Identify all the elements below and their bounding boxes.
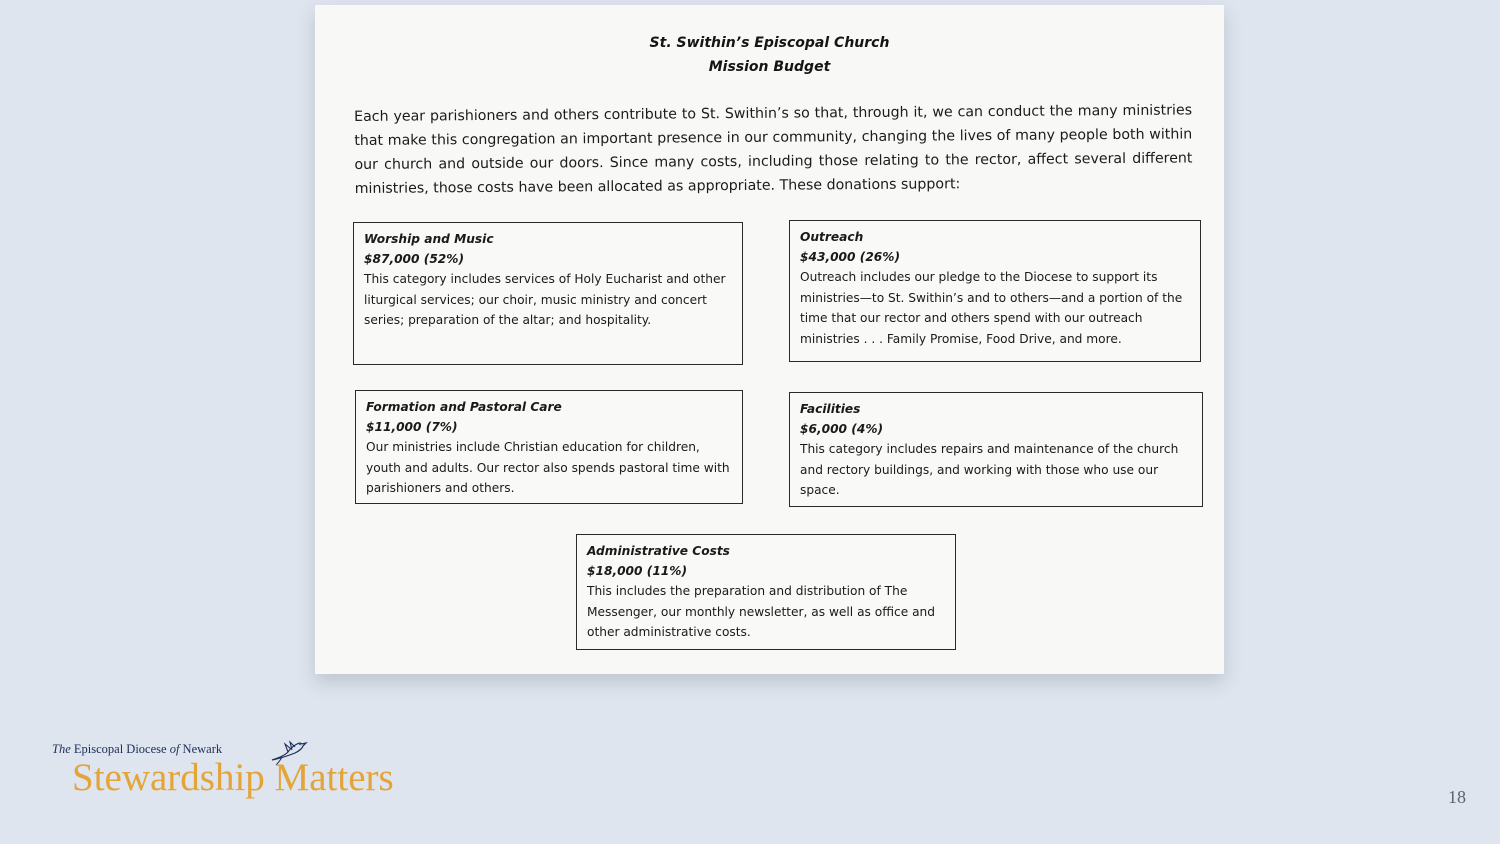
budget-box-administrative-costs — [576, 534, 956, 650]
budget-box-description: Our ministries include Christian education for children, youth and adults. Our rector also spends pastoral time with parishioners and others. — [366, 440, 730, 495]
budget-box-amount: $43,000 (26%) — [800, 250, 901, 264]
intro-paragraph: Each year parishioners and others contribute to St. Swithin’s so that, through it, we can conduct the many ministries that make this congregation an important presence in our community, changing the lives of many people both within our church and outside our doors. Since many costs, including those relating to the rector, affect several different ministries, those costs have been allocated as appropriate. These donations support: — [354, 102, 1193, 197]
budget-box-title: Administrative Costs — [587, 544, 730, 558]
budget-box-worship-and-music — [353, 222, 743, 365]
stewardship-matters-logo — [52, 738, 412, 808]
document-title: St. Swithin’s Episcopal Church — [649, 35, 890, 51]
budget-box-amount: $11,000 (7%) — [366, 420, 458, 434]
budget-box-amount: $6,000 (4%) — [800, 422, 884, 436]
budget-box-title: Worship and Music — [364, 232, 494, 246]
budget-box-facilities — [789, 392, 1203, 507]
page-number: 18 — [1448, 787, 1466, 807]
budget-box-formation-and-pastoral-care — [355, 390, 743, 504]
budget-box-title: Facilities — [800, 402, 861, 416]
logo-word-of: of — [169, 742, 180, 756]
scanned-document — [315, 5, 1224, 674]
document-subtitle: Mission Budget — [708, 59, 831, 75]
budget-box-amount: $18,000 (11%) — [587, 564, 688, 578]
logo-word-the: The — [52, 742, 71, 756]
logo-words-episcopal-diocese: Episcopal Diocese — [70, 742, 170, 756]
budget-box-amount: $87,000 (52%) — [364, 252, 465, 266]
budget-box-description: This includes the preparation and distribution of The Messenger, our monthly newsletter, as well as office and other administrative costs. — [587, 584, 935, 639]
logo-wordmark: Stewardship Matters — [72, 756, 394, 799]
budget-box-description: Outreach includes our pledge to the Diocese to support its ministries—to St. Swithin’s and to others—and a portion of the time that our rector and others spend with our outreach ministries . . . Family Promise, Food Drive, and more. — [800, 270, 1183, 346]
budget-box-description: This category includes repairs and maintenance of the church and rectory buildings, and working with those who use our space. — [800, 442, 1179, 497]
budget-box-title: Outreach — [800, 230, 864, 244]
budget-box-title: Formation and Pastoral Care — [366, 400, 562, 414]
logo-word-newark: Newark — [179, 742, 223, 756]
budget-box-outreach — [789, 220, 1201, 362]
budget-box-description: This category includes services of Holy Eucharist and other liturgical services; our choir, music ministry and concert series; preparation of the altar; and hospitality. — [364, 272, 726, 327]
